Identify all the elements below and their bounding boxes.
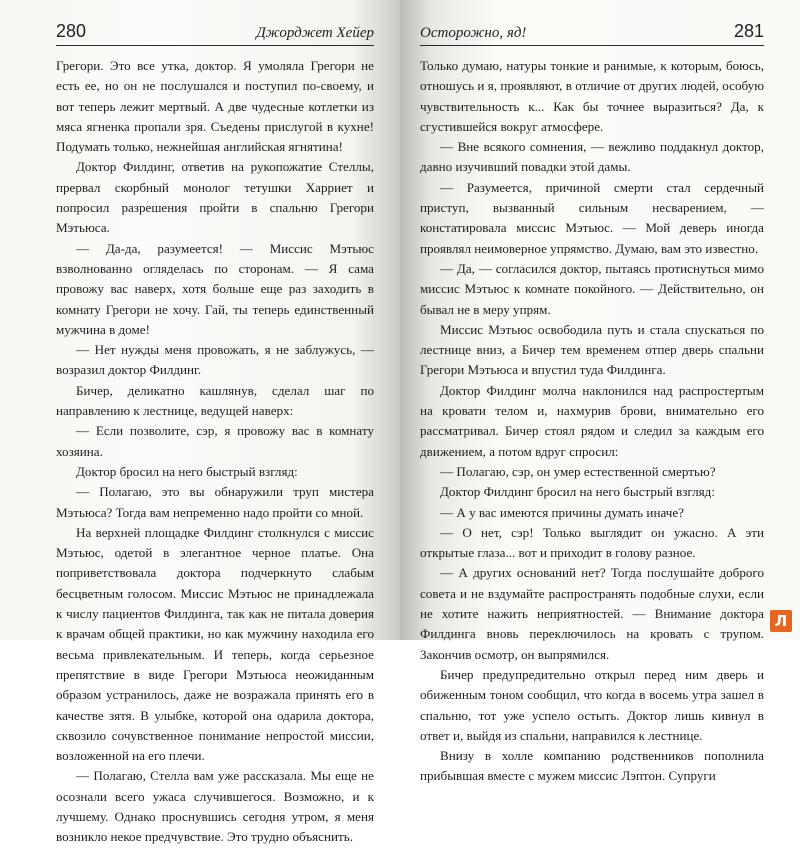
- right-paragraph: — Да, — согласился доктор, пытаясь протиснуться мимо миссис Мэтьюс к комнате покойного. — Действительно, он бывал не в меру упрям.: [420, 260, 764, 317]
- right-paragraph: — Разумеется, причиной смерти стал сердечный приступ, вызванный сильным несварением, — констатировала миссис Мэтьюс. — Мой деверь иногда проявлял неимоверное упрямство. Думаю, вам это известно.: [420, 179, 764, 256]
- right-page: [400, 0, 800, 784]
- right-page-number: 281: [733, 21, 764, 41]
- left-page-number: 280: [56, 21, 87, 41]
- left-paragraph: Бичер, деликатно кашлянув, сделал шаг по направлению к лестнице, ведущей наверх:: [56, 382, 374, 419]
- right-paragraph: Внизу в холле компанию родственников пополнила прибывшая вместе с мужем миссис Лэптон. Супруги: [420, 748, 764, 784]
- right-page-header: [420, 14, 764, 46]
- left-paragraph: Грегори. Это все утка, доктор. Я умоляла Грегори не есть ее, но он не послушался и поступил по-своему, и вот теперь лежит мертвый. А две чудесные котлетки из мяса ягненка пропали зря. Съедены прислугой в кухне! Подумать только, нежнейшая английская ягнятина!: [56, 58, 374, 155]
- right-paragraph: — А других оснований нет? Тогда послушайте доброго совета и не вздумайте распространять подобные слухи, если не хотите нажить неприятностей. — Внимание доктора Филдинга вновь переключилось на кровать с трупом. Закончив осмотр, он выпрямился.: [420, 565, 764, 662]
- right-page-text: [420, 56, 764, 787]
- right-paragraph: — А у вас имеются причины думать иначе?: [440, 504, 684, 520]
- left-page-header: [56, 14, 374, 46]
- right-paragraph: — О нет, сэр! Только выглядит он ужасно. А эти открытые глаза... вот и приходит в голову разное.: [420, 524, 764, 561]
- right-paragraph: — Полагаю, сэр, он умер естественной смертью?: [440, 463, 716, 479]
- left-paragraph: — Да-да, разумеется! — Миссис Мэтьюс взволнованно огляделась по сторонам. — Я сама провожу вас наверх, хотя больше еще раз заходить в комнату Грегори не хочу. Гай, ты теперь единственный мужчина в доме!: [56, 240, 374, 337]
- right-paragraph: Доктор Филдинг молча наклонился над распростертым на кровати телом и, нахмурив брови, внимательно его рассматривал. Бичер стоял рядом и следил за каждым его движением, а потом вдруг спросил:: [420, 382, 764, 459]
- right-paragraph: Только думаю, натуры тонкие и ранимые, к которым, боюсь, отношусь и я, проявляют, в отличие от других людей, особую чувствительность к... Как бы точнее выразиться? Да, к сгустившейся вокруг атмосфере.: [420, 58, 764, 134]
- left-paragraph: — Нет нужды меня провожать, я не заблужусь, — возразил доктор Филдинг.: [56, 342, 374, 378]
- left-paragraph: — Полагаю, это вы обнаружили труп мистера Мэтьюса? Тогда вам непременно надо пройти со мной.: [56, 484, 374, 520]
- left-paragraph: Доктор бросил на него быстрый взгляд:: [76, 463, 298, 479]
- left-paragraph: На верхней площадке Филдинг столкнулся с миссис Мэтьюс, одетой в элегантное черное платье. Она поприветствовала доктора подчеркнуто слабым бесцветным голосом. Миссис Мэтьюс не принадлежала к числу пациентов Филдинга, так как не питала доверия к врачам общей практики, но как мужчину находила его весьма привлекательным. И теперь, когда серьезное препятствие в виде Грегори Мэтьюса неожиданным образом устранилось, даже не возражала принять его в качестве зятя. В улыбке, которой она одарила доктора, сквозило сочувственное понимание непростой миссии, возложенной на его плечи.: [56, 524, 374, 764]
- left-paragraph: — Полагаю, Стелла вам уже рассказала. Мы еще не осознали всего ужаса случившегося. Возможно, и к лучшему. Однако проснувшись сегодня утром, я меня возникло некое предчувствие. Это трудно объяснить.: [56, 768, 374, 845]
- right-paragraph: Бичер предупредительно открыл перед ним дверь и обиженным тоном сообщил, что когда в восемь утра зашел в спальню, тот уже успело остыть. Доктор лишь кивнул в ответ и, выйдя из спальни, направился к лестнице.: [420, 666, 764, 743]
- right-paragraph: — Вне всякого сомнения, — вежливо поддакнул доктор, давно изучивший повадки этой дамы.: [420, 139, 764, 175]
- left-running-head: Джорджет Хейер: [256, 25, 374, 41]
- left-page: [0, 0, 400, 845]
- left-paragraph: — Если позволите, сэр, я провожу вас в комнату хозяина.: [56, 423, 374, 459]
- left-page-text: [56, 56, 374, 848]
- right-paragraph: Доктор Филдинг бросил на него быстрый взгляд:: [440, 484, 715, 500]
- publisher-logo-letter: Л: [774, 612, 788, 630]
- right-running-head: Осторожно, яд!: [420, 25, 527, 41]
- publisher-logo-icon: [770, 610, 792, 632]
- left-paragraph: Доктор Филдинг, ответив на рукопожатие Стеллы, прервал скорбный монолог тетушки Харриет и попросил разрешения пройти в спальню Грегори Мэтьюса.: [56, 159, 374, 236]
- right-paragraph: Миссис Мэтьюс освободила путь и стала спускаться по лестнице вниз, а Бичер тем временем отпер дверь спальни Грегори Мэтьюса и впустил туда Филдинга.: [420, 321, 764, 378]
